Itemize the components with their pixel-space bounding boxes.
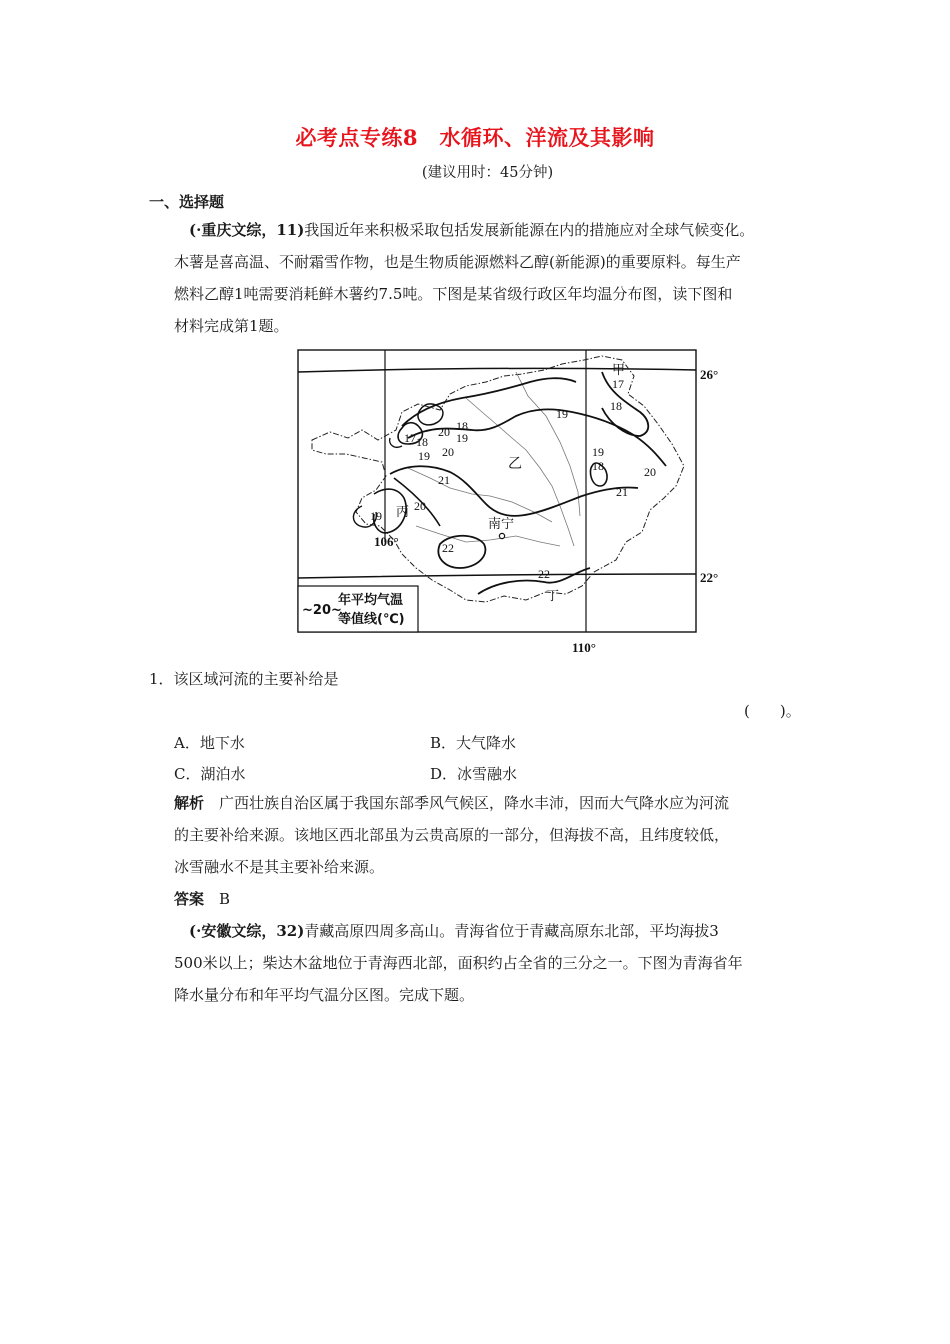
iso-label: 20 bbox=[414, 499, 426, 513]
question-1-stem: 1．该区域河流的主要补给是 bbox=[149, 670, 339, 688]
iso-label: 21 bbox=[438, 473, 450, 487]
answer-blank: ( )。 bbox=[744, 702, 801, 720]
label-lon-106: 106° bbox=[374, 534, 399, 549]
legend-sample: ~20~ bbox=[302, 603, 342, 618]
iso-label: 19 bbox=[556, 407, 568, 421]
iso-label: 19 bbox=[418, 449, 430, 463]
page-title: 必考点专练8 水循环、洋流及其影响 bbox=[295, 125, 655, 150]
iso-label: 20 bbox=[442, 445, 454, 459]
iso-label: 18 bbox=[592, 459, 604, 473]
intro2-line-2: 500米以上；柴达木盆地位于青海西北部，面积约占全省的三分之一。下图为青海省年 bbox=[174, 954, 743, 972]
analysis-label: 解析 bbox=[174, 794, 205, 812]
label-yi: 乙 bbox=[508, 457, 522, 472]
lat-22-line bbox=[298, 574, 696, 578]
iso-label: 20 bbox=[438, 425, 450, 439]
intro-line-3: 燃料乙醇1吨需要消耗鲜木薯约7.5吨。下图是某省级行政区年均温分布图，读下图和 bbox=[174, 285, 733, 303]
iso-label: 17 bbox=[404, 431, 416, 445]
intro-line-2: 木薯是喜高温、不耐霜雪作物，也是生物质能源燃料乙醇(新能源)的重要原料。每生产 bbox=[174, 253, 741, 271]
analysis-line-2: 的主要补给来源。该地区西北部虽为云贵高原的一部分，但海拔不高，且纬度较低， bbox=[174, 826, 730, 844]
analysis-line-1: 广西壮族自治区属于我国东部季风气候区，降水丰沛，因而大气降水应为河流 bbox=[219, 794, 730, 812]
intro2-line-1: 青藏高原四周多高山。青海省位于青藏高原东北部，平均海拔3 bbox=[304, 922, 719, 940]
legend-line-2: 等值线(℃) bbox=[338, 612, 405, 627]
section-heading: 一、选择题 bbox=[149, 193, 225, 211]
answer-label: 答案 bbox=[174, 890, 205, 908]
intro2-line-3: 降水量分布和年平均气温分区图。完成下题。 bbox=[174, 986, 475, 1004]
intro-line-1: 我国近年来积极采取包括发展新能源在内的措施应对全球气候变化。 bbox=[304, 221, 755, 239]
province-boundary bbox=[312, 356, 684, 602]
legend-line-1: 年平均气温 bbox=[338, 593, 404, 608]
intro-source: (·重庆文综，11) bbox=[189, 221, 305, 239]
label-lon-110: 110° bbox=[572, 640, 596, 655]
iso-label: 18 bbox=[456, 419, 468, 433]
iso-label: 17 bbox=[612, 377, 624, 391]
label-lat-22: 22° bbox=[700, 570, 719, 585]
iso-label: 18 bbox=[610, 399, 622, 413]
iso-label: 18 bbox=[416, 435, 428, 449]
time-suggestion: (建议用时：45分钟) bbox=[421, 165, 554, 181]
intro2-source: (·安徽文综，32) bbox=[189, 922, 305, 940]
iso-label: 19 bbox=[456, 431, 468, 445]
label-lat-26: 26° bbox=[700, 367, 719, 382]
label-bing: 丙 bbox=[396, 504, 410, 519]
option-a: A．地下水 bbox=[174, 734, 245, 752]
iso-label: 20 bbox=[644, 465, 656, 479]
option-d: D．冰雪融水 bbox=[430, 765, 518, 783]
lat-26-line bbox=[298, 368, 696, 372]
intro-line-4: 材料完成第1题。 bbox=[174, 317, 289, 335]
temperature-map bbox=[290, 346, 730, 656]
iso-label: 21 bbox=[616, 485, 628, 499]
isotherm-northwest-19 bbox=[402, 378, 576, 426]
analysis-line-3: 冰雪融水不是其主要补给来源。 bbox=[174, 858, 385, 876]
isotherm-22-south bbox=[478, 568, 590, 594]
iso-label: 22 bbox=[538, 567, 550, 581]
analysis-block bbox=[174, 787, 814, 1011]
option-c: C．湖泊水 bbox=[174, 765, 246, 783]
nanning-dot bbox=[499, 533, 504, 538]
label-ding: 丁 bbox=[546, 588, 560, 603]
label-nanning: 南宁 bbox=[488, 516, 515, 531]
option-b: B．大气降水 bbox=[430, 734, 517, 752]
iso-label: 22 bbox=[442, 541, 454, 555]
answer-value: B bbox=[219, 890, 231, 908]
iso-label: 19 bbox=[592, 445, 604, 459]
river-3 bbox=[516, 372, 580, 516]
label-jia: 甲 bbox=[612, 362, 626, 377]
intro-paragraph bbox=[174, 214, 814, 342]
iso-label: 19 bbox=[370, 509, 382, 523]
